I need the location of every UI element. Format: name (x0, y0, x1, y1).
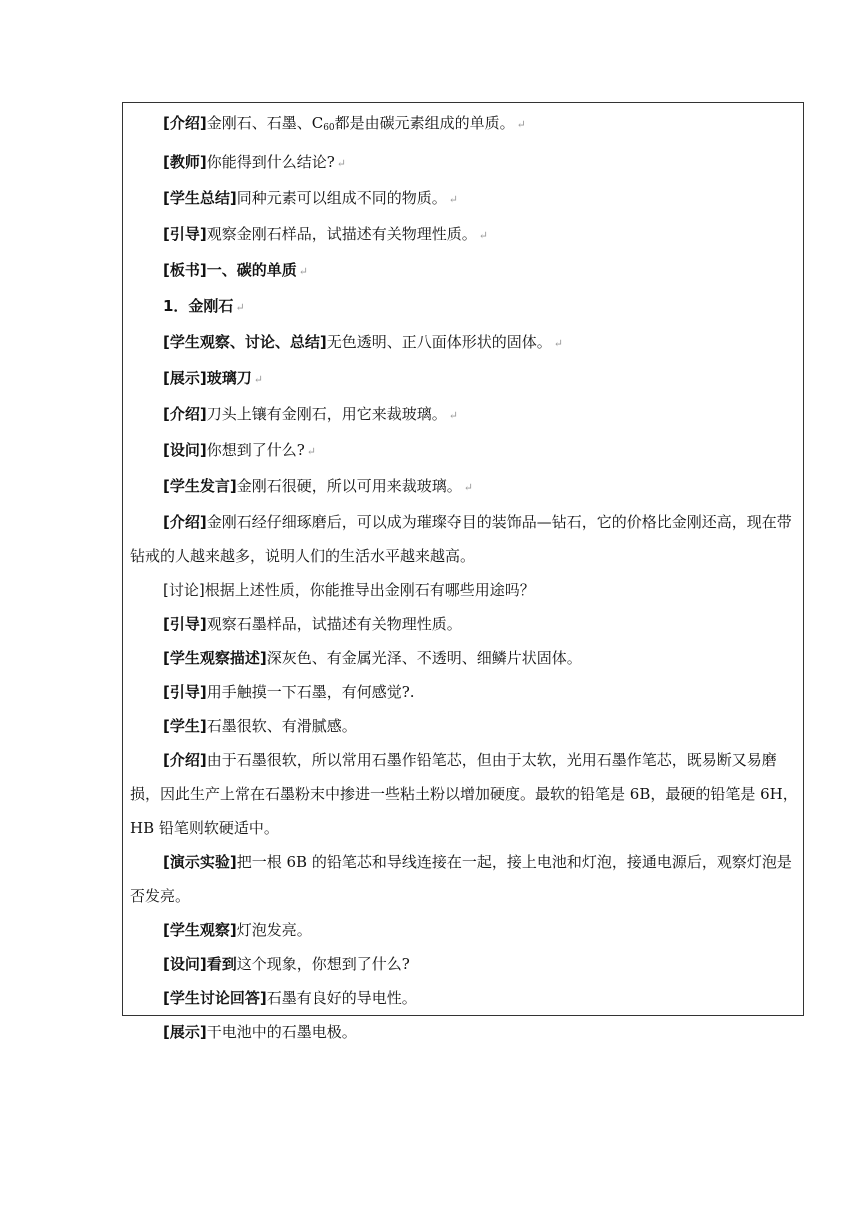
label-student: [学生] (163, 717, 207, 735)
section-heading: 一、碳的单质 (206, 261, 297, 279)
label-intro: [介绍] (163, 405, 207, 423)
paragraph-text: 观察金刚石样品，试描述有关物理性质。 (206, 225, 477, 243)
label-guide: [引导] (163, 225, 207, 243)
subsection-heading: 1．金刚石 (163, 297, 234, 315)
paragraph-mark-icon: ↵ (336, 157, 346, 170)
paragraph-student-describe (130, 641, 798, 675)
paragraph-mark-icon: ↵ (463, 481, 473, 494)
paragraph-mark-icon: ↵ (448, 193, 458, 206)
paragraph-text: 由于石墨很软，所以常用石墨作铅笔芯，但由于太软，光用石墨作笔芯，既易断又易磨损，因此生产上常在石墨粉末中掺进一些粘土粉以增加硬度。最软的铅笔是 6B，最硬的铅笔是 6H，HB 铅笔则软硬适中。 (130, 751, 798, 837)
label-student-observe: [学生观察、讨论、总结] (163, 333, 327, 351)
paragraph-guide-graphite (130, 607, 798, 641)
paragraph-show-electrode (130, 1015, 798, 1049)
label-intro: [介绍] (163, 751, 207, 769)
paragraph-student-observe-bulb (130, 913, 798, 947)
paragraph-intro-carbon (130, 106, 798, 145)
paragraph-student-summary (130, 181, 798, 217)
label-student-describe: [学生观察描述] (163, 649, 267, 667)
label-question: [设问] (163, 441, 207, 459)
paragraph-student-speak (130, 469, 798, 505)
paragraph-text: 金刚石、石墨、C (206, 114, 324, 132)
lesson-content (130, 106, 798, 1049)
paragraph-intro-gem (130, 505, 798, 573)
label-board: [板书] (163, 261, 207, 279)
paragraph-text: 观察石墨样品，试描述有关物理性质。 (206, 615, 462, 633)
label-intro: [介绍] (163, 114, 207, 132)
label-teacher: [教师] (163, 153, 207, 171)
label-student-speak: [学生发言] (163, 477, 237, 495)
paragraph-text: 石墨很软、有滑腻感。 (206, 717, 357, 735)
label-intro: [介绍] (163, 513, 207, 531)
paragraph-text: 石墨有良好的导电性。 (266, 989, 417, 1007)
paragraph-discussion (130, 573, 798, 607)
paragraph-subheading-diamond (130, 289, 798, 325)
label-student-observe: [学生观察] (163, 921, 237, 939)
paragraph-text: 这个现象，你想到了什么? (236, 955, 410, 973)
label-student-discuss: [学生讨论回答] (163, 989, 267, 1007)
paragraph-mark-icon: ↵ (235, 301, 245, 314)
paragraph-text: 干电池中的石墨电极。 (206, 1023, 357, 1041)
label-demo: [演示实验] (163, 853, 237, 871)
paragraph-mark-icon: ↵ (253, 373, 263, 386)
paragraph-mark-icon: ↵ (298, 265, 308, 278)
paragraph-question-phenomenon (130, 947, 798, 981)
label-discussion: [讨论] (163, 581, 205, 599)
paragraph-student-discuss (130, 981, 798, 1015)
paragraph-text: 灯泡发亮。 (236, 921, 312, 939)
paragraph-teacher (130, 145, 798, 181)
paragraph-question (130, 433, 798, 469)
label-student-summary: [学生总结] (163, 189, 237, 207)
paragraph-text: 刀头上镶有金刚石，用它来裁玻璃。 (206, 405, 447, 423)
paragraph-text: 深灰色、有金属光泽、不透明、细鳞片状固体。 (266, 649, 582, 667)
paragraph-mark-icon: ↵ (553, 337, 563, 350)
paragraph-intro-knife (130, 397, 798, 433)
label-guide: [引导] (163, 683, 207, 701)
paragraph-text: 无色透明、正八面体形状的固体。 (326, 333, 552, 351)
subscript-60: 60 (323, 123, 335, 133)
paragraph-student-answer (130, 709, 798, 743)
paragraph-demo-experiment (130, 845, 798, 913)
paragraph-text: 金刚石很硬，所以可用来裁玻璃。 (236, 477, 462, 495)
paragraph-text: 你想到了什么? (206, 441, 305, 459)
paragraph-mark-icon: ↵ (448, 409, 458, 422)
paragraph-student-observe (130, 325, 798, 361)
paragraph-text: 同种元素可以组成不同的物质。 (236, 189, 447, 207)
paragraph-show-glass-knife (130, 361, 798, 397)
paragraph-text: 用手触摸一下石墨，有何感觉?. (206, 683, 415, 701)
paragraph-intro-pencil (130, 743, 798, 845)
label-question: [设问]看到 (163, 955, 237, 973)
label-show: [展示] (163, 1023, 207, 1041)
paragraph-guide-diamond (130, 217, 798, 253)
paragraph-mark-icon: ↵ (306, 445, 316, 458)
paragraph-text: 你能得到什么结论? (206, 153, 335, 171)
paragraph-text: 根据上述性质，你能推导出金刚石有哪些用途吗？ (204, 581, 535, 599)
paragraph-mark-icon: ↵ (478, 229, 488, 242)
paragraph-text: 玻璃刀 (206, 369, 252, 387)
paragraph-text: 把一根 6B 的铅笔芯和导线连接在一起，接上电池和灯泡，接通电源后，观察灯泡是否发亮。 (130, 853, 792, 905)
paragraph-mark-icon: ↵ (516, 118, 526, 131)
paragraph-board-heading (130, 253, 798, 289)
paragraph-text: 都是由碳元素组成的单质。 (334, 114, 515, 132)
paragraph-guide-touch (130, 675, 798, 709)
label-guide: [引导] (163, 615, 207, 633)
label-show: [展示] (163, 369, 207, 387)
paragraph-text: 金刚石经仔细琢磨后，可以成为璀璨夺目的装饰品—钻石，它的价格比金刚还高，现在带钻戒的人越来越多，说明人们的生活水平越来越高。 (130, 513, 792, 565)
